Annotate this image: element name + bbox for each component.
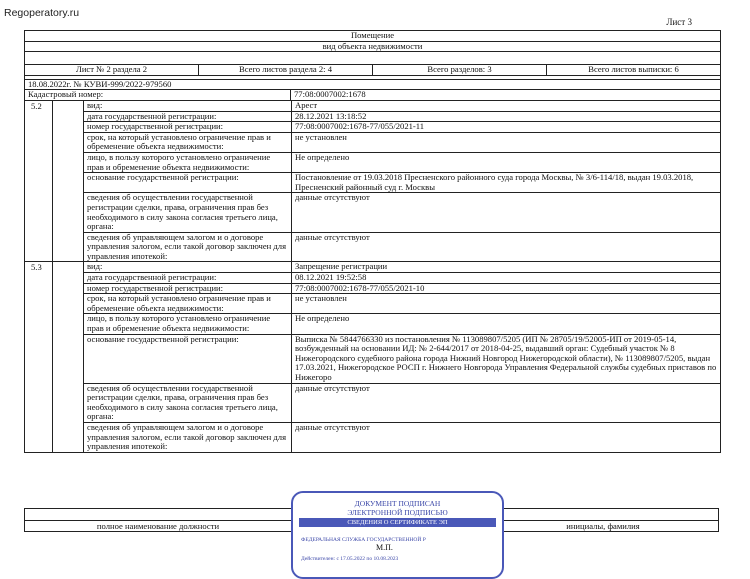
entry-row: сведения об осуществлении государственной регистрации сделки, права, ограничения прав без необходимого в силу закона согласия третьего лица, органа: данные отсутствуют bbox=[84, 193, 720, 232]
section-number: 5.3 bbox=[25, 262, 53, 451]
object-title: Помещение bbox=[350, 30, 395, 40]
entry-row: срок, на который установлено ограничение прав и обременение объекта недвижимости: не установлен bbox=[84, 294, 720, 314]
date-number-row bbox=[25, 80, 720, 91]
entry-row: дата государственной регистрации: 08.12.2021 19:52:58 bbox=[84, 273, 720, 284]
sheet-section: Лист № 2 раздела 2 bbox=[75, 64, 148, 75]
entry-row: лицо, в пользу которого установлено ограничение прав и обременение объекта недвижимости: Не определено bbox=[84, 153, 720, 173]
stamp-line1: ДОКУМЕНТ ПОДПИСАН bbox=[354, 499, 441, 508]
date-number: 18.08.2022г. № КУВИ-999/2022-979560 bbox=[28, 78, 172, 89]
entry-row: номер государственной регистрации: 77:08:0007002:1678-77/055/2021-10 bbox=[84, 284, 720, 295]
entry-row: основание государственной регистрации: Выписка № 5844766330 из постановления № 113089807/5205 (ИП № 28705/19/52005-ИП от 2019-05-14, возбужденный на основании ИД: № 2-644/2017 от 2018-04-25, выдавший орган: Судебный участок № 8 Нижегородского судебного района города Нижний Новгород Нижегородской области), № 113089807/5205, выдан 17.03.2021, Нижегородское РОСП г. Нижнего Новгорода Управления Федеральной службы судебных приставов по Нижегоро bbox=[84, 335, 720, 384]
section-5-2 bbox=[25, 101, 720, 263]
stamp-valid: Действителен: с 17.05.2022 по 10.08.2023 bbox=[301, 556, 399, 562]
entry-row: дата государственной регистрации: 28.12.2021 13:18:52 bbox=[84, 112, 720, 123]
stamp-cert: СВЕДЕНИЯ О СЕРТИФИКАТЕ ЭП bbox=[299, 518, 496, 527]
position-caption: полное наименование должности bbox=[96, 521, 220, 531]
stamp-owner: ФЕДЕРАЛЬНАЯ СЛУЖБА ГОСУДАРСТВЕННОЙ Р bbox=[301, 537, 426, 543]
extract-table bbox=[24, 30, 721, 453]
sheet-info-row bbox=[25, 65, 720, 76]
cadastral-row bbox=[25, 90, 720, 101]
cadastral-label: Кадастровый номер: bbox=[25, 90, 291, 100]
total-sheets-extract: Всего листов выписки: 6 bbox=[546, 65, 720, 75]
section-5-3 bbox=[25, 262, 720, 452]
entry-row: лицо, в пользу которого установлено ограничение прав и обременение объекта недвижимости: Не определено bbox=[84, 314, 720, 334]
entry-row: сведения об осуществлении государственной регистрации сделки, права, ограничения прав без необходимого в силу закона согласия третьего лица, органа: данные отсутствуют bbox=[84, 384, 720, 423]
total-sheets-section: Всего листов раздела 2: 4 bbox=[198, 65, 372, 75]
entry-row: основание государственной регистрации: Постановление от 19.03.2018 Пресненского районного суда города Москвы, № 3/6-114/18, выдан 19.03.2018, Пресненский районный суд г. Москвы bbox=[84, 173, 720, 193]
entry-row: срок, на который установлено ограничение прав и обременение объекта недвижимости: не установлен bbox=[84, 133, 720, 153]
object-subtitle-row bbox=[25, 42, 720, 53]
cadastral-value: 77:08:0007002:1678 bbox=[294, 89, 366, 100]
entry-row: сведения об управляющем залогом и о договоре управления залогом, если такой договор заключен для управления ипотекой: данные отсутствуют bbox=[84, 423, 720, 452]
site-watermark: Regoperatory.ru bbox=[4, 7, 80, 19]
total-sections: Всего разделов: 3 bbox=[372, 65, 546, 75]
e-signature-stamp bbox=[291, 491, 504, 579]
entry-row: номер государственной регистрации: 77:08:0007002:1678-77/055/2021-11 bbox=[84, 122, 720, 133]
object-title-row bbox=[25, 31, 720, 42]
stamp-line2: ЭЛЕКТРОННОЙ ПОДПИСЬЮ bbox=[347, 508, 448, 517]
name-caption: инициалы, фамилия bbox=[566, 521, 640, 531]
object-subtitle: вид объекта недвижимости bbox=[322, 40, 423, 51]
stamp-mp: М.П. bbox=[376, 543, 393, 552]
sheet-label: Лист 3 bbox=[666, 17, 692, 27]
entry-row: вид: Запрещение регистрации bbox=[84, 262, 720, 273]
entry-row: вид: Арест bbox=[84, 101, 720, 112]
entry-row: сведения об управляющем залогом и о договоре управления залогом, если такой договор заключен для управления ипотекой: данные отсутствуют bbox=[84, 233, 720, 262]
section-number: 5.2 bbox=[25, 101, 53, 262]
